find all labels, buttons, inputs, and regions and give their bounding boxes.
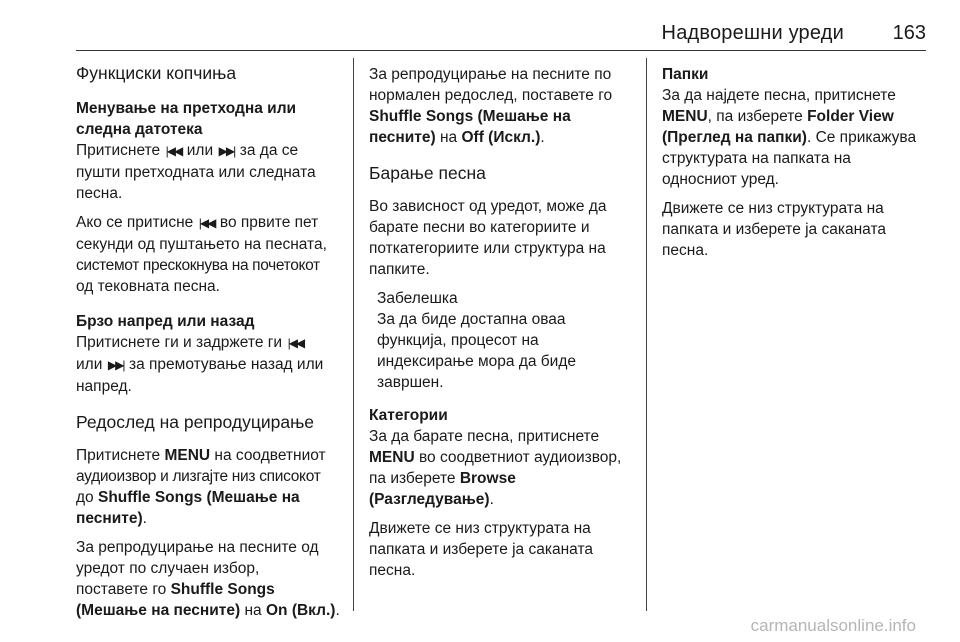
skip-previous-icon: |◀◀ [165, 144, 182, 158]
paragraph-shuffle-on: За репродуцирање на песните од уредот по случаен избор, поставете го Shuffle Songs (Мешање на песните) на On (Вкл.). [76, 539, 340, 619]
paragraph-prev-next: Притиснете |◀◀ или ▶▶| за да се пушти претходната или следната песна. [76, 142, 316, 202]
watermark: carmanualsonline.info [750, 616, 916, 635]
column-divider-1 [353, 58, 354, 611]
column-3 [662, 64, 932, 269]
page-header [76, 20, 926, 46]
subheading-folders: Папки [662, 66, 709, 83]
note-box: Забелешка За да биде достапна оваа функција, процесот на индексирање мора да биде завршен. [369, 288, 641, 393]
header-divider [76, 50, 926, 51]
column-divider-2 [646, 58, 647, 611]
paragraph-restart-song: Ако се притисне |◀◀ во првите пет секунди од пуштањето на песната, системот прескокнува на почетокот од тековната песна. [76, 214, 327, 295]
paragraph-fast-forward: Притиснете ги и задржете ги |◀◀ или ▶▶| за премотување назад или напред. [76, 334, 324, 395]
section-title-search-song: Барање песна [369, 163, 486, 183]
skip-previous-icon: |◀◀ [198, 216, 215, 230]
section-title-playback-order: Редослед на репродуцирање [76, 412, 315, 432]
skip-next-icon: ▶▶| [218, 144, 235, 158]
subheading-categories: Категории [369, 407, 448, 424]
skip-previous-icon: |◀◀ [287, 336, 304, 350]
paragraph-folder-navigate: Движете се низ структурата на папката и изберете ја саканата песна. [662, 200, 886, 259]
page-number: 163 [892, 22, 926, 44]
subheading-fast-forward: Брзо напред или назад [76, 313, 255, 330]
paragraph-categories-navigate: Движете се низ структурата на папката и изберете ја саканата песна. [369, 520, 593, 579]
paragraph-menu-shuffle: Притиснете MENU на соодветниот аудиоизвор и лизгајте низ списокот до Shuffle Songs (Мешање на песните). [76, 447, 326, 527]
column-1 [76, 62, 346, 629]
note-title: Забелешка [377, 290, 458, 307]
paragraph-folder-view: За да најдете песна, притиснете MENU, па изберете Folder View (Преглед на папки). Се прикажува структурата на папката на односниот уред. [662, 87, 917, 188]
subheading-prev-next: Менување на претходна или следна датотека [76, 100, 297, 138]
paragraph-categories-browse: За да барате песна, притиснете MENU во соодветниот аудиоизвор, па изберете Browse (Разгледување). [369, 428, 622, 508]
column-2 [369, 64, 641, 589]
paragraph-search-intro: Во зависност од уредот, може да барате песни во категориите и поткатегориите или структура на папките. [369, 198, 607, 278]
skip-next-icon: ▶▶| [107, 358, 124, 372]
chapter-title: Надворешни уреди [661, 22, 844, 44]
paragraph-shuffle-off: За репродуцирање на песните по нормален редослед, поставете го Shuffle Songs (Мешање на песните) на Off (Искл.). [369, 66, 613, 146]
section-title-function-buttons: Функциски копчиња [76, 63, 237, 83]
